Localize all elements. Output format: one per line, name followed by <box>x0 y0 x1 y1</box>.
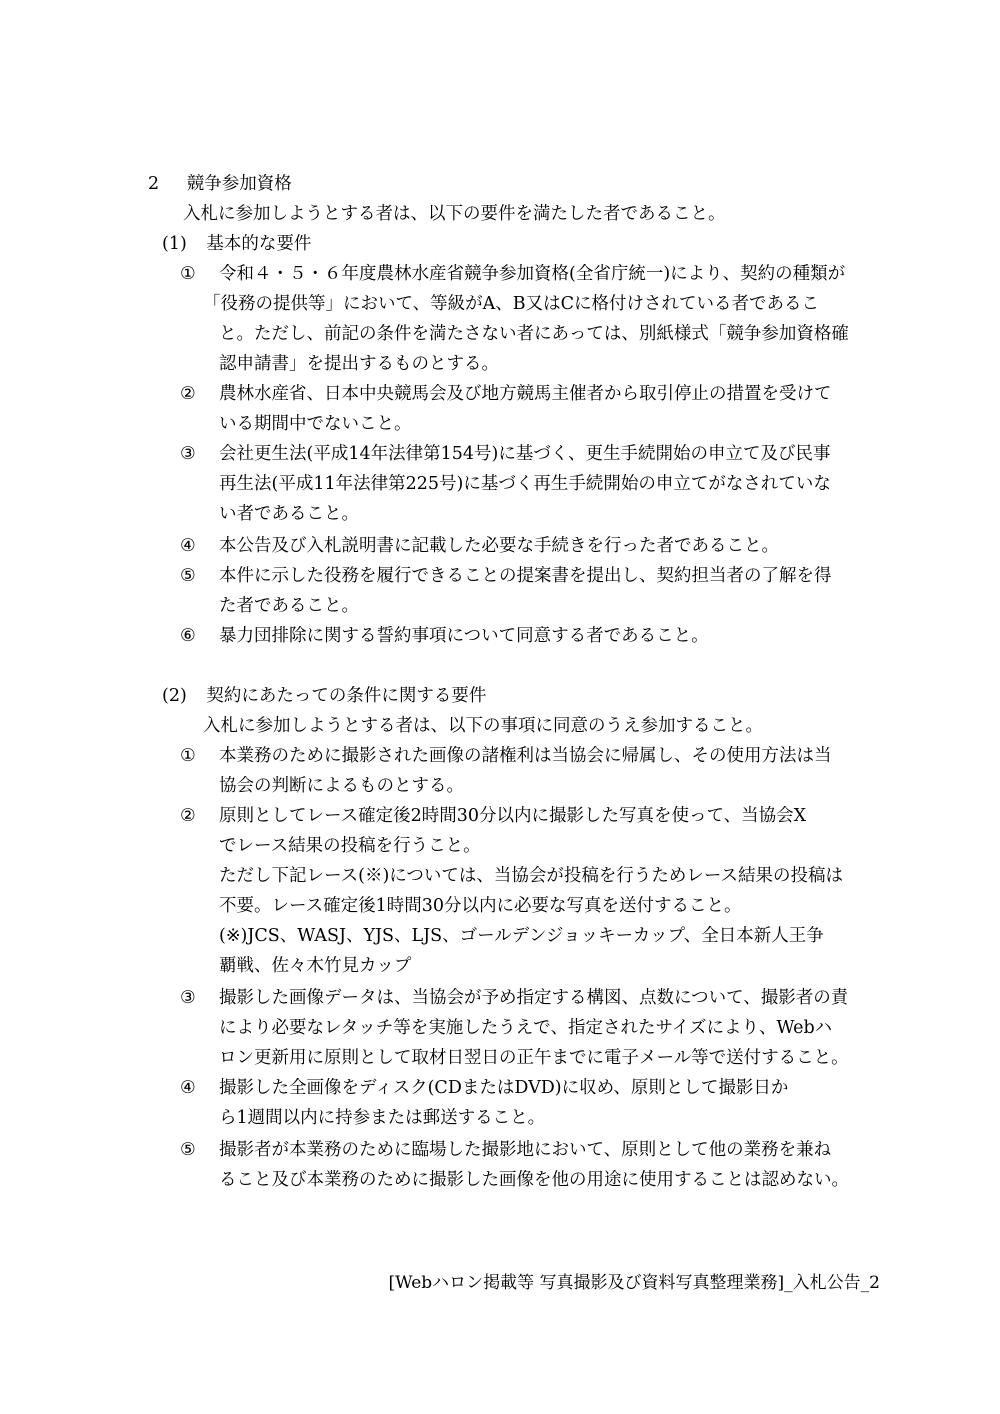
item-1-3-line: 再生法(平成11年法律第225号)に基づく再生手続開始の申立てがなされていな <box>219 474 831 494</box>
item-2-4-marker: ④ <box>180 1078 196 1098</box>
item-2-1-marker: ① <box>180 746 196 766</box>
item-2-5-marker: ⑤ <box>180 1140 196 1160</box>
item-1-1-marker: ① <box>180 264 196 284</box>
item-1-4-line: 本公告及び入札説明書に記載した必要な手続きを行った者であること。 <box>219 536 779 556</box>
item-2-2-line: 原則としてレース確定後2時間30分以内に撮影した写真を使って、当協会X <box>219 806 807 826</box>
section-heading <box>148 172 292 196</box>
item-1-6-marker: ⑥ <box>180 626 196 646</box>
item-1-2-line: 農林水産省、日本中央競馬会及び地方競馬主催者から取引停止の措置を受けて <box>219 384 832 404</box>
subsection-1-title: 基本的な要件 <box>206 234 312 254</box>
item-2-2-line: でレース結果の投稿を行うこと。 <box>219 836 481 856</box>
item-1-5-marker: ⑤ <box>180 566 196 586</box>
item-2-4-line: 撮影した全画像をディスク(CDまたはDVD)に収め、原則として撮影日か <box>219 1078 789 1098</box>
section-number: 2 <box>148 174 160 194</box>
subsection-1-marker: (1) <box>162 234 187 254</box>
item-2-2-marker: ② <box>180 806 196 826</box>
item-2-2-line: 覇戦、佐々木竹見カップ <box>219 956 412 976</box>
item-2-3-line: 撮影した画像データは、当協会が予め指定する構図、点数について、撮影者の責 <box>219 988 849 1008</box>
item-1-4-marker: ④ <box>180 536 196 556</box>
item-2-1-line: 本業務のために撮影された画像の諸権利は当協会に帰属し、その使用方法は当 <box>219 746 832 766</box>
item-2-5-line: ること及び本業務のために撮影した画像を他の用途に使用することは認めない。 <box>219 1170 849 1190</box>
item-2-3-marker: ③ <box>180 988 196 1008</box>
item-1-1-line: と。ただし、前記の条件を満たさない者にあっては、別紙様式「競争参加資格確 <box>219 324 849 344</box>
item-2-1-line: 協会の判断によるものとする。 <box>219 776 464 796</box>
subsection-2-title: 契約にあたっての条件に関する要件 <box>206 686 487 706</box>
item-1-3-line: い者であること。 <box>219 504 359 524</box>
subsection-1-heading <box>162 232 311 256</box>
item-1-1-line: 認申請書」を提出するものとする。 <box>219 354 499 374</box>
item-1-1-line: 令和４・５・６年度農林水産省競争参加資格(全省庁統一)により、契約の種類が <box>219 264 846 284</box>
item-1-3-marker: ③ <box>180 444 196 464</box>
item-2-4-line: ら1週間以内に持参または郵送すること。 <box>219 1108 546 1128</box>
item-2-3-line: により必要なレタッチ等を実施したうえで、指定されたサイズにより、Webハ <box>219 1018 833 1038</box>
item-2-2-line: (※)JCS、WASJ、YJS、LJS、ゴールデンジョッキーカップ、全日本新人王争 <box>219 926 824 946</box>
item-1-2-line: いる期間中でないこと。 <box>219 414 412 434</box>
section-title: 競争参加資格 <box>186 174 292 194</box>
item-1-3-line: 会社更生法(平成14年法律第154号)に基づく、更生手続開始の申立て及び民事 <box>219 444 831 464</box>
item-1-5-line: た者であること。 <box>219 596 359 616</box>
item-1-6-line: 暴力団排除に関する誓約事項について同意する者であること。 <box>219 626 709 646</box>
item-2-5-line: 撮影者が本業務のために臨場した撮影地において、原則として他の業務を兼ね <box>219 1140 832 1160</box>
item-1-2-marker: ② <box>180 384 196 404</box>
item-2-2-line: ただし下記レース(※)については、当協会が投稿を行うためレース結果の投稿は <box>219 866 844 886</box>
subsection-2-heading <box>162 684 486 708</box>
item-1-1-line: 「役務の提供等」において、等級がA、B又はCに格付けされている者であるこ <box>203 294 820 314</box>
item-1-5-line: 本件に示した役務を履行できることの提案書を提出し、契約担当者の了解を得 <box>219 566 832 586</box>
page-footer: [Webハロン掲載等 写真撮影及び資料写真整理業務]_入札公告_2 <box>388 1273 880 1293</box>
subsection-2-intro: 入札に参加しようとする者は、以下の事項に同意のうえ参加すること。 <box>203 716 763 736</box>
section-intro: 入札に参加しようとする者は、以下の要件を満たした者であること。 <box>183 204 726 224</box>
item-2-3-line: ロン更新用に原則として取材日翌日の正午までに電子メール等で送付すること。 <box>219 1048 849 1068</box>
subsection-2-marker: (2) <box>162 686 187 706</box>
item-2-2-line: 不要。レース確定後1時間30分以内に必要な写真を送付すること。 <box>219 896 742 916</box>
